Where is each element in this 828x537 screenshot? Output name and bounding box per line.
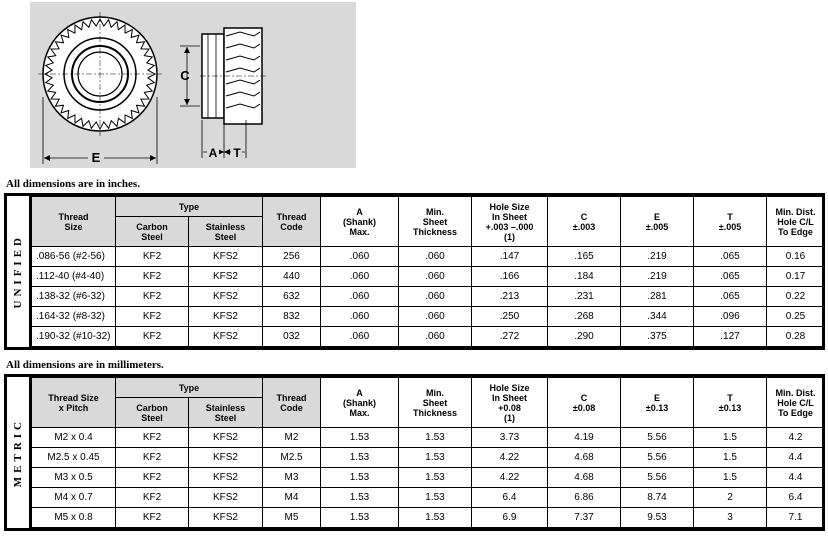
header-hole-size (472, 378, 548, 428)
header-line: (Shank) (342, 216, 376, 227)
unified-caption: All dimensions are in inches. (6, 178, 140, 190)
header-line: Code (280, 221, 303, 232)
header-line: Thread (276, 392, 307, 403)
unified-table-frame (4, 193, 825, 350)
cell-stainless-steel: KFS2 (189, 267, 263, 287)
header-line: Thread (58, 211, 89, 222)
header-line: Steel (214, 231, 237, 242)
cell-thread-code: M4 (263, 488, 321, 508)
cell-a-shank: 1.53 (321, 488, 399, 508)
header-line: Min. Dist. (775, 387, 816, 398)
header-line: E (653, 392, 660, 403)
side-view (200, 28, 266, 124)
cell-e-value: 5.56 (621, 468, 694, 488)
header-line: T (727, 211, 733, 222)
header-line: Thread (276, 211, 307, 222)
header-stainless-steel (189, 217, 263, 247)
cell-min-dist: 0.17 (767, 267, 825, 287)
cell-t-value: .065 (694, 247, 767, 267)
metric-caption: All dimensions are in millimeters. (6, 359, 164, 371)
cell-c-value: 4.19 (548, 428, 621, 448)
cell-min-sheet-thickness: 1.53 (399, 428, 472, 448)
cell-thread-size: .190-32 (#10-32) (32, 327, 116, 347)
header-line: Carbon (136, 402, 168, 413)
cell-a-shank: .060 (321, 327, 399, 347)
cell-stainless-steel: KFS2 (189, 468, 263, 488)
cell-carbon-steel: KF2 (116, 247, 189, 267)
cell-c-value: 6.86 (548, 488, 621, 508)
cell-min-sheet-thickness: 1.53 (399, 508, 472, 528)
cell-thread-code: 832 (263, 307, 321, 327)
cell-c-value: .231 (548, 287, 621, 307)
cell-thread-size: .138-32 (#6-32) (32, 287, 116, 307)
header-line: To Edge (778, 407, 813, 418)
header-line: +0.08 (498, 402, 521, 413)
unified-table-body (32, 247, 825, 347)
cell-a-shank: 1.53 (321, 468, 399, 488)
header-hole-size (472, 197, 548, 247)
header-c (548, 197, 621, 247)
header-line: Max. (349, 407, 370, 418)
table-row (32, 488, 825, 508)
cell-t-value: .065 (694, 287, 767, 307)
header-type: Type (116, 378, 263, 398)
cell-t-value: .096 (694, 307, 767, 327)
header-line: Code (280, 402, 303, 413)
cell-min-sheet-thickness: 1.53 (399, 468, 472, 488)
cell-min-sheet-thickness: 1.53 (399, 448, 472, 468)
fastener-drawing (30, 2, 356, 168)
cell-t-value: 1.5 (694, 468, 767, 488)
header-line: Min. (426, 206, 444, 217)
cell-min-dist: 0.28 (767, 327, 825, 347)
header-line: Size (64, 221, 83, 232)
front-view (38, 12, 162, 136)
header-line: (1) (504, 412, 515, 423)
cell-stainless-steel: KFS2 (189, 327, 263, 347)
header-e (621, 197, 694, 247)
cell-hole-size: .213 (472, 287, 548, 307)
header-line: C (580, 392, 588, 403)
table-row (32, 468, 825, 488)
cell-a-shank: 1.53 (321, 508, 399, 528)
cell-carbon-steel: KF2 (116, 488, 189, 508)
header-line: Stainless (205, 402, 246, 413)
cell-hole-size: 4.22 (472, 448, 548, 468)
table-row (32, 247, 825, 267)
cell-min-dist: 4.2 (767, 428, 825, 448)
cell-e-value: .375 (621, 327, 694, 347)
header-line: ±0.13 (645, 402, 669, 413)
header-stainless-steel (189, 398, 263, 428)
header-line: Thickness (412, 226, 458, 237)
cell-a-shank: .060 (321, 267, 399, 287)
cell-t-value: 1.5 (694, 448, 767, 468)
unified-side-label-box (7, 196, 31, 347)
cell-min-sheet-thickness: .060 (399, 247, 472, 267)
cell-carbon-steel: KF2 (116, 327, 189, 347)
header-line: E (653, 211, 660, 222)
header-line: Stainless (205, 221, 246, 232)
cell-min-dist: 0.25 (767, 307, 825, 327)
cell-thread-size: M4 x 0.7 (32, 488, 116, 508)
metric-table-frame (4, 374, 825, 531)
header-min-dist (767, 378, 825, 428)
header-thread-code (263, 197, 321, 247)
header-line: In Sheet (491, 211, 527, 222)
cell-t-value: .065 (694, 267, 767, 287)
cell-thread-size: .086-56 (#2-56) (32, 247, 116, 267)
cell-min-dist: 0.22 (767, 287, 825, 307)
cell-thread-code: M2 (263, 428, 321, 448)
cell-stainless-steel: KFS2 (189, 247, 263, 267)
cell-stainless-steel: KFS2 (189, 307, 263, 327)
header-line: Carbon (136, 221, 168, 232)
label-c: C (180, 68, 190, 83)
cell-t-value: .127 (694, 327, 767, 347)
header-min-sheet (399, 378, 472, 428)
metric-side-label: METRIC (12, 417, 24, 488)
header-line: ±0.08 (572, 402, 596, 413)
header-line: +.003 –.000 (485, 221, 534, 232)
metric-table-body (32, 428, 825, 528)
cell-min-sheet-thickness: .060 (399, 267, 472, 287)
cell-a-shank: 1.53 (321, 428, 399, 448)
metric-table (31, 377, 825, 528)
cell-e-value: .344 (621, 307, 694, 327)
header-line: Hole Size (489, 201, 530, 212)
cell-hole-size: .250 (472, 307, 548, 327)
cell-min-dist: 6.4 (767, 488, 825, 508)
cell-thread-size: M5 x 0.8 (32, 508, 116, 528)
cell-hole-size: .147 (472, 247, 548, 267)
cell-thread-code: M3 (263, 468, 321, 488)
dimension-a-t (202, 120, 246, 160)
header-line: ±.003 (572, 221, 596, 232)
cell-c-value: 7.37 (548, 508, 621, 528)
cell-c-value: .165 (548, 247, 621, 267)
cell-a-shank: .060 (321, 287, 399, 307)
cell-thread-size: M3 x 0.5 (32, 468, 116, 488)
cell-t-value: 1.5 (694, 428, 767, 448)
header-c (548, 378, 621, 428)
cell-a-shank: 1.53 (321, 448, 399, 468)
label-a: A (208, 146, 218, 160)
cell-hole-size: 6.4 (472, 488, 548, 508)
label-e: E (91, 150, 101, 165)
header-line: C (580, 211, 588, 222)
cell-c-value: 4.68 (548, 468, 621, 488)
header-e (621, 378, 694, 428)
header-line: (Shank) (342, 397, 376, 408)
cell-carbon-steel: KF2 (116, 287, 189, 307)
header-line: Hole Size (489, 382, 530, 393)
cell-min-dist: 4.4 (767, 468, 825, 488)
header-line: ±.005 (718, 221, 742, 232)
cell-thread-size: M2 x 0.4 (32, 428, 116, 448)
header-line: ±0.13 (718, 402, 742, 413)
cell-c-value: 4.68 (548, 448, 621, 468)
cell-hole-size: .166 (472, 267, 548, 287)
cell-thread-code: 632 (263, 287, 321, 307)
cell-e-value: .219 (621, 247, 694, 267)
cell-thread-size: .112-40 (#4-40) (32, 267, 116, 287)
header-line: x Pitch (58, 402, 89, 413)
cell-thread-code: 440 (263, 267, 321, 287)
cell-stainless-steel: KFS2 (189, 448, 263, 468)
table-row (32, 448, 825, 468)
header-line: T (727, 392, 733, 403)
header-line: Hole C/L (777, 397, 814, 408)
cell-t-value: 2 (694, 488, 767, 508)
header-t (694, 378, 767, 428)
header-line: (1) (504, 231, 515, 242)
cell-hole-size: 3.73 (472, 428, 548, 448)
cell-carbon-steel: KF2 (116, 468, 189, 488)
header-thread-code (263, 378, 321, 428)
header-carbon-steel (116, 217, 189, 247)
cell-e-value: 5.56 (621, 428, 694, 448)
cell-min-dist: 4.4 (767, 448, 825, 468)
fastener-diagram (30, 2, 356, 168)
cell-carbon-steel: KF2 (116, 448, 189, 468)
header-line: Max. (349, 226, 370, 237)
cell-c-value: .184 (548, 267, 621, 287)
cell-t-value: 3 (694, 508, 767, 528)
table-row (32, 508, 825, 528)
cell-carbon-steel: KF2 (116, 428, 189, 448)
cell-carbon-steel: KF2 (116, 508, 189, 528)
header-line: Min. (426, 387, 444, 398)
header-line: Min. Dist. (775, 206, 816, 217)
cell-a-shank: .060 (321, 247, 399, 267)
cell-thread-code: M2.5 (263, 448, 321, 468)
cell-min-sheet-thickness: .060 (399, 287, 472, 307)
cell-c-value: .290 (548, 327, 621, 347)
table-row (32, 267, 825, 287)
cell-hole-size: 4.22 (472, 468, 548, 488)
metric-side-label-box (7, 377, 31, 528)
cell-min-sheet-thickness: .060 (399, 307, 472, 327)
cell-hole-size: .272 (472, 327, 548, 347)
table-row (32, 327, 825, 347)
cell-min-dist: 0.16 (767, 247, 825, 267)
table-row (32, 307, 825, 327)
header-line: Steel (141, 412, 163, 423)
header-line: A (356, 387, 363, 398)
cell-e-value: 9.53 (621, 508, 694, 528)
unified-side-label: UNIFIED (12, 234, 24, 309)
cell-a-shank: .060 (321, 307, 399, 327)
cell-carbon-steel: KF2 (116, 307, 189, 327)
cell-stainless-steel: KFS2 (189, 508, 263, 528)
cell-e-value: .219 (621, 267, 694, 287)
header-a-shank (321, 197, 399, 247)
header-min-sheet (399, 197, 472, 247)
cell-stainless-steel: KFS2 (189, 287, 263, 307)
cell-carbon-steel: KF2 (116, 267, 189, 287)
cell-min-sheet-thickness: .060 (399, 327, 472, 347)
cell-c-value: .268 (548, 307, 621, 327)
header-line: Steel (214, 412, 237, 423)
unified-table (31, 196, 825, 347)
header-line: A (356, 206, 363, 217)
header-min-dist (767, 197, 825, 247)
table-row (32, 428, 825, 448)
header-line: Steel (141, 231, 163, 242)
cell-min-dist: 7.1 (767, 508, 825, 528)
table-row (32, 287, 825, 307)
header-line: Thread Size (48, 392, 99, 403)
header-line: Hole C/L (777, 216, 814, 227)
cell-e-value: 5.56 (621, 448, 694, 468)
cell-stainless-steel: KFS2 (189, 428, 263, 448)
dimension-c (180, 46, 200, 106)
cell-thread-size: M2.5 x 0.45 (32, 448, 116, 468)
header-line: In Sheet (491, 392, 527, 403)
header-line: Thickness (412, 407, 458, 418)
label-t: T (233, 146, 241, 160)
cell-stainless-steel: KFS2 (189, 488, 263, 508)
header-carbon-steel (116, 398, 189, 428)
cell-min-sheet-thickness: 1.53 (399, 488, 472, 508)
cell-e-value: .281 (621, 287, 694, 307)
cell-thread-code: M5 (263, 508, 321, 528)
header-line: To Edge (778, 226, 813, 237)
header-thread-size (32, 378, 116, 428)
header-a-shank (321, 378, 399, 428)
cell-thread-code: 032 (263, 327, 321, 347)
header-thread-size (32, 197, 116, 247)
header-type: Type (116, 197, 263, 217)
cell-thread-code: 256 (263, 247, 321, 267)
header-line: Sheet (422, 216, 448, 227)
cell-hole-size: 6.9 (472, 508, 548, 528)
cell-e-value: 8.74 (621, 488, 694, 508)
header-line: Sheet (422, 397, 448, 408)
header-t (694, 197, 767, 247)
header-line: ±.005 (645, 221, 669, 232)
cell-thread-size: .164-32 (#8-32) (32, 307, 116, 327)
